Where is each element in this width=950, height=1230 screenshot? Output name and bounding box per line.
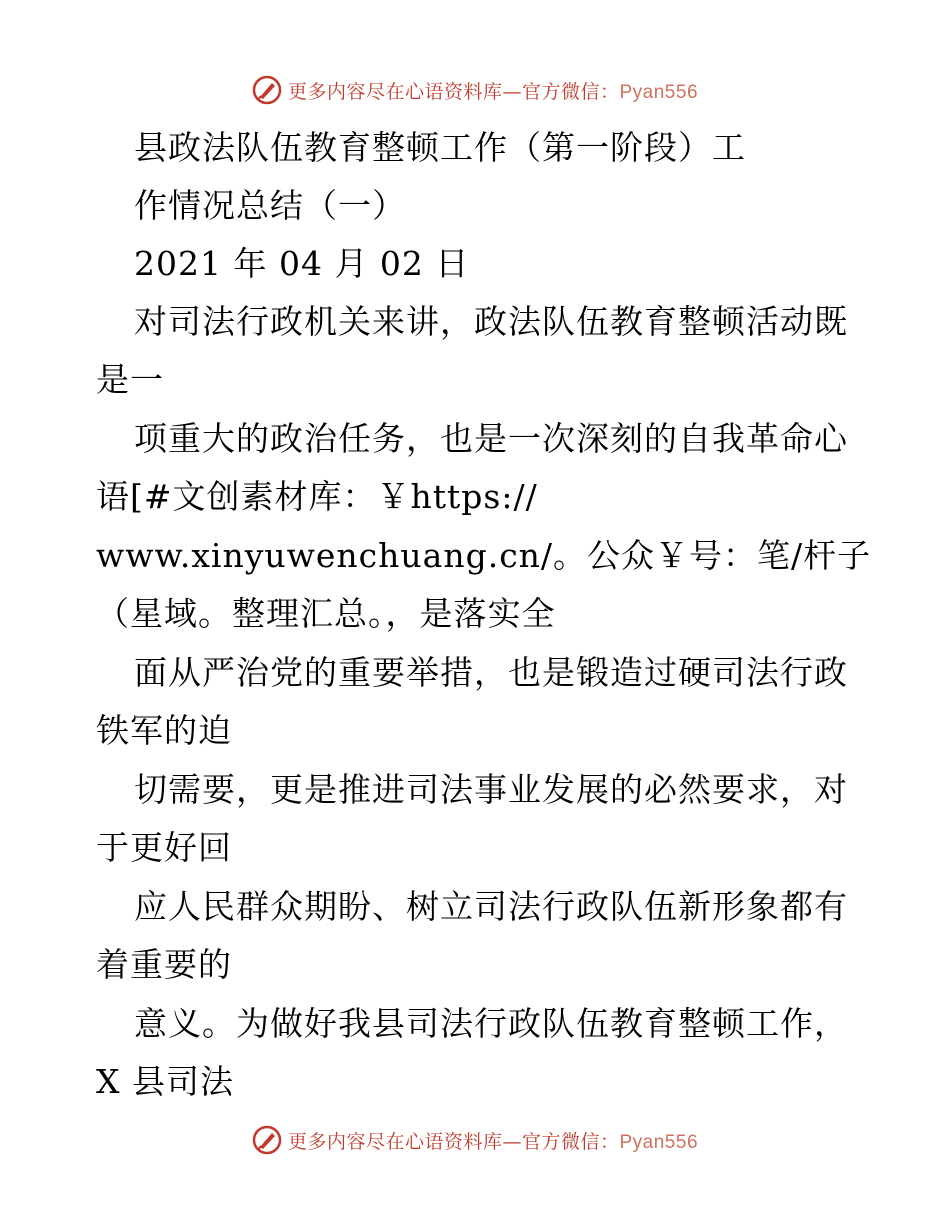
- doc-title-line-2: 作情况总结（一）: [134, 186, 406, 225]
- quill-pen-logo-icon: [252, 1125, 282, 1155]
- body-line: 应人民群众期盼、树立司法行政队伍新形象都有: [134, 887, 848, 926]
- body-line: 意义。为做好我县司法行政队伍教育整顿工作，: [134, 1004, 848, 1043]
- body-line: 铁军的迫: [96, 711, 232, 750]
- header-banner: [0, 72, 950, 108]
- body-line: 面从严治党的重要举措，也是锻造过硬司法行政: [134, 653, 848, 692]
- header-wechat-id: Pyan556: [619, 81, 699, 103]
- footer-wechat-id: Pyan556: [619, 1131, 699, 1153]
- body-line: 语[#文创素材库：￥https://: [96, 477, 538, 516]
- body-line: X 县司法: [96, 1062, 234, 1101]
- body-line: 于更好回: [96, 828, 232, 867]
- header-banner-text: 更多内容尽在心语资料库—官方微信：Pyan556: [287, 80, 699, 103]
- quill-pen-logo-icon: [252, 75, 282, 105]
- footer-banner-text: 更多内容尽在心语资料库—官方微信：Pyan556: [287, 1130, 699, 1153]
- body-line: 项重大的政治任务，也是一次深刻的自我革命心: [134, 419, 848, 458]
- body-line: 着重要的: [96, 945, 232, 984]
- doc-title-line-1: 县政法队伍教育整顿工作（第一阶段）工: [134, 128, 746, 167]
- body-line: 切需要，更是推进司法事业发展的必然要求，对: [134, 770, 848, 809]
- body-line: 对司法行政机关来讲，政法队伍教育整顿活动既: [134, 302, 848, 341]
- body-line: （星域。整理汇总。，是落实全: [96, 594, 556, 633]
- body-line: 是一: [96, 360, 164, 399]
- body-line: www.xinyuwenchuang.cn/。公众￥号：笔/杆子: [96, 536, 872, 575]
- footer-banner: [0, 1122, 950, 1158]
- doc-date: 2021 年 04 月 02 日: [134, 244, 470, 283]
